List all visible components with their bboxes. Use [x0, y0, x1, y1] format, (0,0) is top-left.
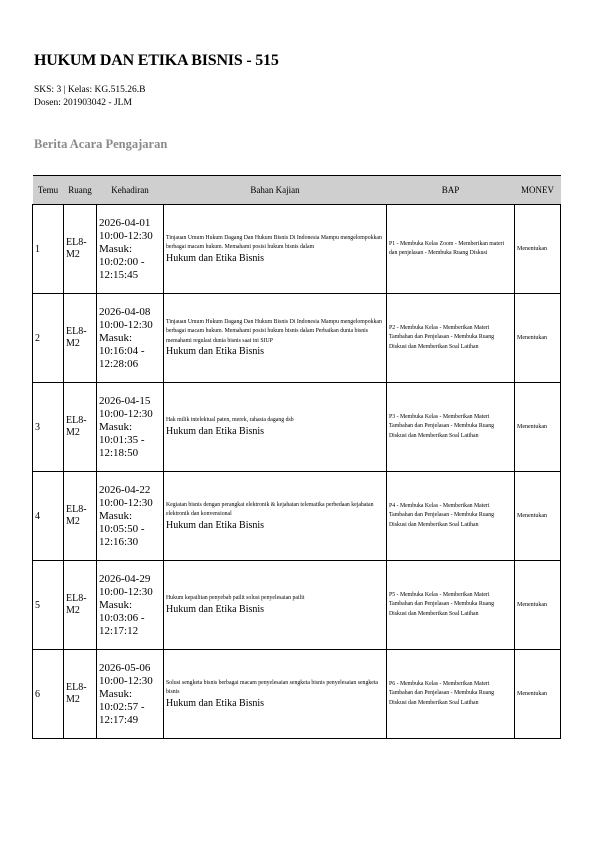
table-row	[33, 383, 561, 472]
row-room: EL8-M2	[64, 205, 97, 294]
row-course-name: Hukum dan Etika Bisnis	[166, 697, 265, 709]
row-bahan-text: Kegiatan bisnis dengan perangkat elektronik & kejahatan telematika perbedaan kejahatan elektronik dan konvensional	[166, 501, 374, 517]
row-kehadiran	[97, 561, 164, 650]
row-date: 2026-05-06	[99, 661, 151, 674]
row-course-name: Hukum dan Etika Bisnis	[166, 252, 265, 264]
row-monev-link[interactable]: Menentukan	[515, 383, 561, 472]
row-date: 2026-04-22	[99, 483, 151, 496]
row-room: EL8-M2	[64, 294, 97, 383]
row-number: 6	[33, 650, 64, 739]
row-kehadiran	[97, 650, 164, 739]
course-meta-sks-kelas: SKS: 3 | Kelas: KG.515.26.B	[34, 85, 146, 95]
row-date: 2026-04-08	[99, 305, 151, 318]
row-masuk-range: 10:01:35 - 12:18:50	[99, 433, 145, 459]
row-time: 10:00-12:30	[99, 229, 153, 242]
row-course-name: Hukum dan Etika Bisnis	[166, 346, 265, 358]
row-monev-link[interactable]: Menentukan	[515, 472, 561, 561]
row-bap: P3 - Membuka Kelas - Memberikan Materi Tambahan dan Penjelasan - Membuka Ruang Diskusi dan Memberikan Soal Latihan	[387, 383, 515, 472]
row-bahan-kajian	[164, 294, 387, 383]
row-room: EL8-M2	[64, 383, 97, 472]
table-row	[33, 472, 561, 561]
row-time: 10:00-12:30	[99, 674, 153, 687]
row-masuk-label: Masuk:	[99, 598, 132, 611]
row-number: 2	[33, 294, 64, 383]
row-time: 10:00-12:30	[99, 407, 153, 420]
row-bap: P2 - Membuka Kelas - Memberikan Materi Tambahan dan Penjelasan - Membuka Ruang Diskusi dan Memberikan Soal Latihan	[387, 294, 515, 383]
bap-table	[32, 175, 561, 739]
row-bahan-text: Hukum kepailitan penyebab pailit solusi penyelesaian pailit	[166, 595, 305, 602]
row-bahan-kajian	[164, 561, 387, 650]
page-title: HUKUM DAN ETIKA BISNIS - 515	[34, 52, 279, 69]
section-title: Berita Acara Pengajaran	[34, 137, 168, 151]
table-header-row	[33, 176, 561, 205]
row-monev-link[interactable]: Menentukan	[515, 205, 561, 294]
table-row	[33, 650, 561, 739]
row-bahan-text: Tinjauan Umum Hukum Dagang Dan Hukum Bisnis Di Indonesia Mampu mengelompokkan berbagai macam hukum. Memahami posisi hukum bisnis dalam	[166, 234, 382, 250]
row-bahan-text: Solusi sengketa bisnis berbagai macam penyelesaian sengketa bisnis penyelesaian sengketa bisnis	[166, 679, 379, 695]
row-masuk-label: Masuk:	[99, 687, 132, 700]
row-bahan-text: Tinjauan Umum Hukum Dagang Dan Hukum Bisnis Di Indonesia Mampu mengelompokkan berbagai macam hukum. Memahami posisi hukum bisnis dalam Perbaikan dunia bisnis memahami regulasi dunia bisnis saat ini SIUP	[166, 318, 382, 344]
row-date: 2026-04-15	[99, 394, 151, 407]
row-course-name: Hukum dan Etika Bisnis	[166, 519, 265, 531]
row-time: 10:00-12:30	[99, 318, 153, 331]
row-monev-link[interactable]: Menentukan	[515, 294, 561, 383]
row-bap: P5 - Membuka Kelas - Memberikan Materi Tambahan dan Penjelasan - Membuka Ruang Diskusi dan Memberikan Soal Latihan	[387, 561, 515, 650]
row-number: 1	[33, 205, 64, 294]
row-monev-link[interactable]: Menentukan	[515, 561, 561, 650]
row-masuk-label: Masuk:	[99, 331, 132, 344]
header-kehadiran: Kehadiran	[97, 176, 164, 205]
row-kehadiran	[97, 294, 164, 383]
row-kehadiran	[97, 383, 164, 472]
row-number: 3	[33, 383, 64, 472]
table-row	[33, 561, 561, 650]
row-bap: P4 - Membuka Kelas - Memberikan Materi Tambahan dan Penjelasan - Membuka Ruang Diskusi dan Memberikan Soal Latihan	[387, 472, 515, 561]
row-masuk-label: Masuk:	[99, 509, 132, 522]
row-room: EL8-M2	[64, 650, 97, 739]
row-masuk-label: Masuk:	[99, 242, 132, 255]
row-monev-link[interactable]: Menentukan	[515, 650, 561, 739]
row-masuk-range: 10:02:57 - 12:17:49	[99, 700, 145, 726]
header-bap: BAP	[387, 176, 515, 205]
row-bap: P6 - Membuka Kelas - Memberikan Materi Tambahan dan Penjelasan - Membuka Ruang Diskusi dan Memberikan Soal Latihan	[387, 650, 515, 739]
row-kehadiran	[97, 472, 164, 561]
row-bahan-kajian	[164, 383, 387, 472]
row-room: EL8-M2	[64, 561, 97, 650]
row-bahan-text: Hak milik intelektual paten, merek, rahasia dagang dsb	[166, 417, 294, 424]
row-masuk-range: 10:05:50 - 12:16:30	[99, 522, 145, 548]
row-course-name: Hukum dan Etika Bisnis	[166, 603, 265, 615]
table-row	[33, 294, 561, 383]
row-bahan-kajian	[164, 205, 387, 294]
row-bahan-kajian	[164, 650, 387, 739]
row-time: 10:00-12:30	[99, 496, 153, 509]
row-room: EL8-M2	[64, 472, 97, 561]
row-masuk-range: 10:02:00 - 12:15:45	[99, 255, 145, 281]
table-row	[33, 205, 561, 294]
row-bahan-kajian	[164, 472, 387, 561]
row-date: 2026-04-29	[99, 572, 151, 585]
row-kehadiran	[97, 205, 164, 294]
header-monev: MONEV	[515, 176, 561, 205]
course-meta-dosen: Dosen: 201903042 - JLM	[34, 98, 132, 108]
header-temu: Temu	[33, 176, 64, 205]
row-masuk-range: 10:16:04 - 12:28:06	[99, 344, 145, 370]
row-number: 5	[33, 561, 64, 650]
row-masuk-range: 10:03:06 - 12:17:12	[99, 611, 145, 637]
header-bahan-kajian: Bahan Kajian	[164, 176, 387, 205]
row-bap: P1 - Membuka Kelas Zoom - Memberikan materi dan penjelasan - Membuka Ruang Diskusi	[387, 205, 515, 294]
row-date: 2026-04-01	[99, 216, 151, 229]
row-number: 4	[33, 472, 64, 561]
row-course-name: Hukum dan Etika Bisnis	[166, 425, 265, 437]
row-time: 10:00-12:30	[99, 585, 153, 598]
row-masuk-label: Masuk:	[99, 420, 132, 433]
header-ruang: Ruang	[64, 176, 97, 205]
